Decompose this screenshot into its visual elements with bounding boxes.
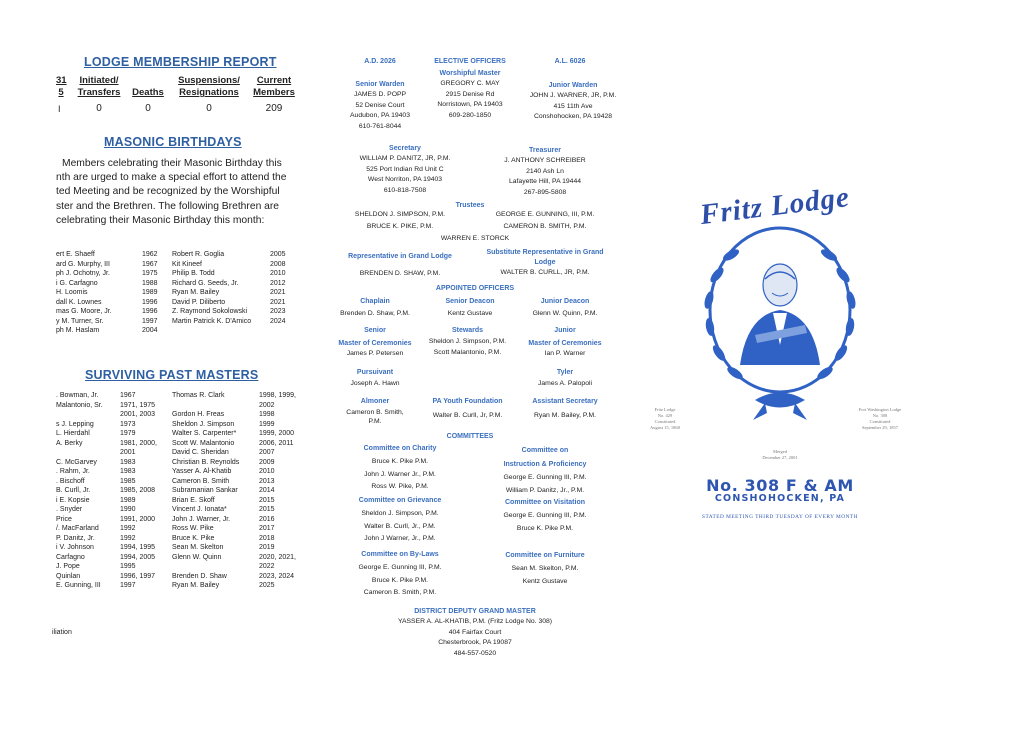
list-item: C. McGarvey (56, 458, 97, 466)
list-item: 2025 (259, 582, 275, 589)
birthdays-left-years: 1962 1967 1975 1988 1989 1996 1996 1997 2004 (142, 251, 158, 334)
list-item: 1989 (120, 496, 136, 504)
masonic-birthdays-title: MASONIC BIRTHDAYS (104, 135, 242, 149)
committee-on-charity: Committee on Charity Bruce K. Pike P.M. John J. Warner Jr., P.M. Ross W. Pike, P.M. (363, 445, 437, 490)
list-item: i E. Kopsie (56, 496, 90, 504)
list-item: dall K. Lownes (56, 298, 102, 306)
fritz-lodge-caption: Fritz Lodge No. 429 Constituted August 15, 1868 (650, 407, 680, 430)
initiated-transfers-header: Initiated/ Transfers (77, 75, 121, 98)
list-item: 1981, 2000, (120, 439, 157, 447)
list-item: 2023, 2024 (259, 572, 295, 580)
list-item (172, 562, 239, 572)
birthdays-right-names (172, 250, 251, 326)
list-item: 2001, 2003 (120, 411, 156, 418)
list-item: H. Loomis (56, 289, 88, 296)
trustee-name: GEORGE E. GUNNING, III, P.M. (495, 211, 595, 218)
list-item: 1996, 1997 (120, 572, 156, 580)
fort-washington-lodge-caption: Fort Washington Lodge No. 308 Constituted September 29, 1857 (858, 407, 902, 430)
deaths-header: Deaths (132, 87, 164, 98)
junior-warden: Junior Warden JOHN J. WARNER, JR, P.M. 415 11th Ave Conshohocken, PA 19428 (529, 82, 617, 120)
list-item: 1999, 2000 (259, 430, 295, 437)
treasurer: Treasurer J. ANTHONY SCHREIBER 2140 Ash Ln Lafayette Hill, PA 19444 267-895-5808 (504, 147, 586, 196)
list-item: 1995 (120, 563, 136, 570)
list-item: Walter S. Carpenter* (172, 430, 237, 437)
list-item: Price (56, 515, 72, 523)
col0-value: I (58, 104, 61, 114)
list-item: 2019 (259, 544, 275, 551)
list-item: 2006, 2011 (259, 439, 294, 447)
list-item: Richard G. Seeds, Jr. (172, 279, 239, 287)
list-item: David C. Sheridan (172, 449, 229, 456)
list-item: 1994, 1995 (120, 544, 156, 551)
list-item: Cameron B. Smith (172, 477, 230, 485)
list-item: Carfagno (56, 553, 85, 561)
pursuivant: Pursuivant Joseph A. Hawn (350, 369, 400, 387)
list-item: y M. Turner, Sr. (56, 317, 104, 325)
stated-meeting-note: STATED MEETING THIRD TUESDAY OF EVERY MONTH (702, 514, 858, 520)
list-item: Gordon H. Freas (172, 411, 225, 418)
list-item: 2007 (259, 449, 275, 456)
lodge-city: CONSHOHOCKEN, PA (714, 493, 846, 504)
list-item: 1992 (120, 525, 136, 532)
list-item: Sean M. Skelton (172, 544, 224, 551)
current-members-header: Current Members (253, 75, 295, 98)
merged-caption: Merged December 27, 2001 (762, 449, 798, 460)
almoner: Almoner Cameron B. Smith, P.M. (346, 398, 404, 425)
list-item: ard G. Murphy, III (56, 260, 110, 268)
list-item: . Bischoff (56, 477, 85, 485)
list-item: Philip B. Todd (172, 270, 215, 277)
list-item: Brenden D. Shaw (172, 572, 227, 580)
list-item: ph M. Haslam (56, 327, 100, 334)
birthdays-left-names (56, 250, 112, 336)
elective-officers-heading: ELECTIVE OFFICERS (434, 58, 506, 65)
secretary: Secretary WILLIAM P. DANITZ, JR, P.M. 525 Port Indian Rd Unit C West Norriton, PA 19403 610-818-7508 (359, 145, 451, 194)
list-item: B. Curll, Jr. (56, 487, 91, 494)
tyler: Tyler James A. Palopoli (537, 369, 593, 387)
list-item: . Bowman, Jr. (56, 392, 99, 399)
list-item: Malantonio, Sr. (56, 401, 103, 409)
list-item: 1983 (120, 458, 136, 466)
list-item: Vincent J. Ionata* (172, 506, 227, 513)
junior-master-of-ceremonies: Junior Master of Ceremonies Ian P. Warner (528, 327, 602, 357)
footer-fragment: iliation (52, 629, 72, 636)
list-item: 1999 (259, 420, 275, 428)
list-item: Robert R. Goglia (172, 251, 225, 258)
list-item: 1979 (120, 430, 136, 437)
worshipful-master: Worshipful Master GREGORY C. MAY 2915 Denise Rd Norristown, PA 19403 609-280-1850 (437, 70, 503, 119)
list-item: 2014 (259, 487, 275, 494)
list-item: Z. Raymond Sokolowski (172, 308, 248, 315)
committees-heading: COMMITTEES (446, 433, 494, 440)
trustee-name: WARREN E. STORCK (440, 235, 510, 242)
list-item: 2013 (259, 477, 275, 485)
list-item: s J. Lepping (56, 420, 94, 428)
deaths-value: 0 (145, 103, 151, 114)
trustee-name: SHELDON J. SIMPSON, P.M. (354, 211, 446, 218)
list-item: Ryan M. Bailey (172, 289, 220, 296)
trustee-name: BRUCE K. PIKE, P.M. (366, 223, 434, 230)
list-item: ert E. Shaeff (56, 251, 95, 258)
senior-warden: Senior Warden JAMES D. POPP 52 Denise Court Audubon, PA 19403 610-761-8044 (350, 81, 410, 130)
list-item: E. Gunning, III (56, 582, 101, 589)
surviving-past-masters-title: SURVIVING PAST MASTERS (85, 368, 259, 382)
list-item: Martin Patrick K. D'Amico (172, 317, 252, 325)
list-item: Ryan M. Bailey (172, 582, 220, 589)
list-item: John J. Warner, Jr. (172, 515, 231, 523)
list-item: Ross W. Pike (172, 525, 214, 532)
list-item: mas G. Moore, Jr. (56, 308, 112, 315)
list-item (172, 401, 239, 411)
substitute-rep-grand-lodge: Substitute Representative in Grand Lodge WALTER B. CURLL, JR, P.M. (486, 249, 604, 276)
trustees-heading: Trustees (455, 202, 485, 209)
list-item: A. Berky (56, 439, 83, 447)
list-item: 2009 (259, 458, 275, 466)
current-members-value: 209 (265, 103, 283, 114)
list-item: Yasser A. Al-Khatib (172, 468, 232, 475)
list-item: 1998 (259, 411, 275, 418)
committee-on-furniture: Committee on Furniture Sean M. Skelton, P.M. Kentz Gustave (505, 552, 585, 585)
rep-grand-lodge: Representative in Grand Lodge BRENDEN D. SHAW, P.M. (348, 253, 452, 277)
lodge-number: No. 308 F & AM (706, 476, 854, 495)
list-item: ph J. Ochotny, Jr. (56, 270, 110, 277)
list-item: 2015 (259, 506, 275, 513)
list-item: 1997 (120, 582, 136, 589)
al-year: A.L. 6026 (554, 58, 586, 65)
assistant-secretary: Assistant Secretary Ryan M. Bailey, P.M. (532, 398, 598, 419)
list-item: Thomas R. Clark (172, 392, 225, 399)
list-item (56, 410, 103, 420)
list-item: Quinlan (56, 572, 81, 580)
lodge-cover-panel (650, 0, 1024, 745)
past-masters-left-years (120, 391, 157, 591)
birthdays-paragraph: Members celebrating their Masonic Birthday this nth are urged to make a special effort to attend the ted Meeting and be recognized by the Worshipful ster and the Brethren. The following Brethren are celebrating their Masonic Birthday this month: (56, 158, 287, 226)
suspensions-value: 0 (206, 103, 212, 114)
list-item: J. Pope (56, 563, 80, 570)
birthdays-right-years: 2005 2008 2010 2012 2021 2021 2023 2024 (270, 251, 286, 325)
list-item: Brian E. Skoff (172, 496, 215, 504)
committee-on-grievance: Committee on Grievance Sheldon J. Simpson, P.M. Walter B. Curll, Jr., P.M. John J Warner, Jr., P.M. (358, 497, 442, 542)
list-item: Glenn W. Quinn (172, 553, 222, 561)
membership-report-title: LODGE MEMBERSHIP REPORT (84, 55, 277, 69)
membership-panel (0, 0, 330, 745)
list-item: 1973 (120, 420, 136, 428)
list-item: 1983 (120, 468, 136, 475)
list-item: 2015 (259, 496, 275, 504)
senior-deacon: Senior Deacon Kentz Gustave (445, 298, 495, 317)
list-item: Subramanian Sankar (172, 487, 238, 494)
col0-header: 31 5 (56, 75, 67, 98)
stewards: Stewards Sheldon J. Simpson, P.M. Scott Malantonio, P.M. (428, 327, 507, 356)
list-item: 1992 (120, 534, 136, 542)
list-item: 2017 (259, 525, 275, 532)
list-item: Bruce K. Pike (172, 534, 215, 542)
list-item: . Rahm, Jr. (56, 468, 90, 475)
list-item: 2022 (259, 563, 275, 570)
portrait-wreath-emblem (695, 215, 865, 430)
list-item: P. Danitz, Jr. (56, 534, 95, 542)
list-item: 1967 (120, 392, 136, 399)
list-item: Kit Kineef (172, 260, 202, 268)
district-deputy-grand-master: DISTRICT DEPUTY GRAND MASTER YASSER A. AL-KHATIB, P.M. (Fritz Lodge No. 308) 404 Fairfax Court Chesterbrook, PA 19087 484-557-0520 (397, 608, 553, 657)
list-item: 1991, 2000 (120, 515, 156, 523)
list-item: 1994, 2005 (120, 553, 156, 561)
list-item: Scott W. Malantonio (172, 439, 235, 447)
trustee-name: CAMERON B. SMITH, P.M. (503, 223, 587, 230)
list-item: 1990 (120, 506, 136, 513)
list-item: 2020, 2021, (259, 553, 296, 561)
list-item: i G. Carfagno (56, 279, 98, 287)
committee-on-visitation: Committee on Visitation George E. Gunning III, P.M. Bruce K. Pike P.M. (503, 499, 587, 532)
committee-on-instruction: Committee on Instruction & Proficiency George E. Gunning III, P.M. William P. Danitz, Jr., P.M. (503, 447, 587, 494)
list-item: 1971, 1975 (120, 401, 156, 409)
list-item: /. MacFarland (56, 525, 99, 532)
senior-master-of-ceremonies: Senior Master of Ceremonies James P. Petersen (338, 327, 412, 357)
committee-on-by-laws: Committee on By-Laws George E. Gunning III, P.M. Bruce K. Pike P.M. Cameron B. Smith, P.M. (358, 551, 442, 596)
list-item: L. Hierdahl (56, 430, 90, 437)
junior-deacon: Junior Deacon Glenn W. Quinn, P.M. (532, 298, 598, 317)
list-item: i V. Johnson (56, 544, 94, 551)
suspensions-header: Suspensions/ Resignations (178, 75, 240, 98)
past-masters-left-names (56, 391, 103, 591)
list-item: . Snyder (56, 506, 83, 513)
list-item: Sheldon J. Simpson (172, 420, 235, 428)
list-item: 1985 (120, 477, 136, 485)
appointed-officers-heading: APPOINTED OFFICERS (435, 285, 515, 292)
list-item: 2001 (120, 449, 136, 456)
pa-youth-foundation: PA Youth Foundation Walter B. Curll, Jr, P.M. (432, 398, 503, 419)
list-item: 1998, 1999, (259, 392, 296, 399)
officers-panel (330, 0, 675, 745)
list-item: 2002 (259, 401, 275, 409)
list-item: 2016 (259, 515, 275, 523)
initiated-value: 0 (96, 103, 102, 114)
list-item: 1985, 2008 (120, 487, 156, 494)
list-item: David P. Diliberto (172, 298, 226, 306)
list-item: 2010 (259, 468, 275, 475)
ad-year: A.D. 2026 (364, 58, 396, 65)
lodge-name-title: Fritz Lodge (698, 180, 852, 232)
list-item: 2018 (259, 534, 275, 542)
list-item (56, 448, 103, 458)
past-masters-right-years (259, 391, 296, 591)
chaplain: Chaplain Brenden D. Shaw, P.M. (340, 298, 410, 317)
list-item: Christian B. Reynolds (172, 458, 240, 466)
past-masters-right-names (172, 391, 239, 591)
